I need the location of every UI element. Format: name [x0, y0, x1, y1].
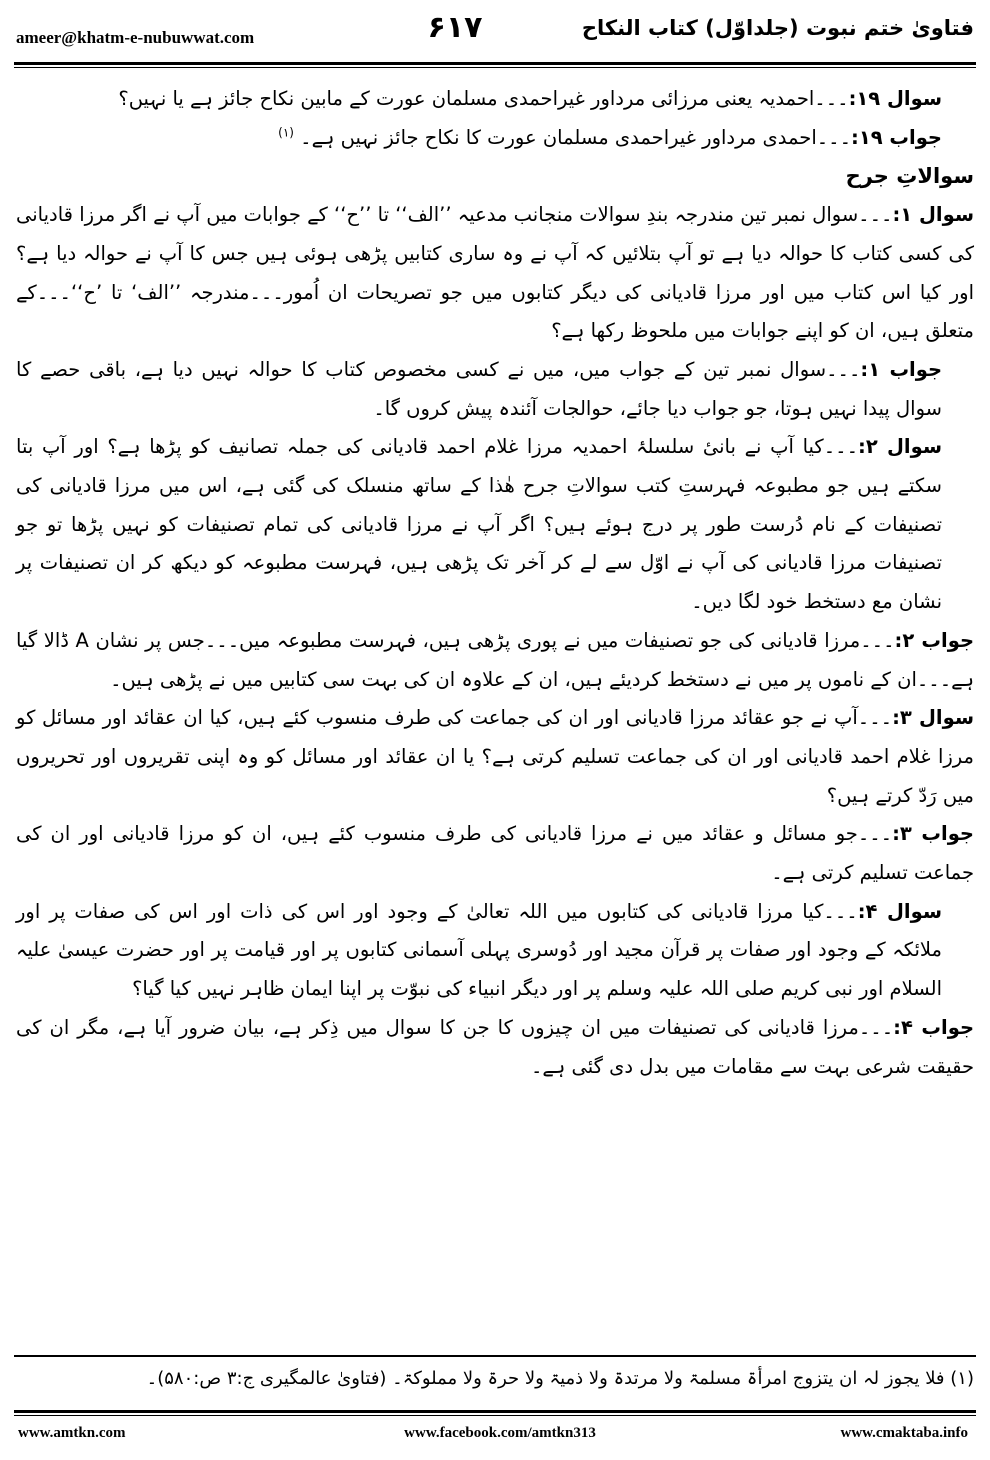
answer-text: ۔۔۔جو مسائل و عقائد میں نے مرزا قادیانی کی طرف منسوب کئے ہیں، ان کو مرزا قادیانی اور ان کی جماعت تسلیم کرتی ہے۔: [16, 822, 974, 885]
footnote-divider: [14, 1355, 976, 1357]
answer-19: [16, 119, 974, 158]
footer-link-right[interactable]: www.cmaktaba.info: [840, 1425, 968, 1441]
answer-label: جواب ۱۹:: [851, 125, 942, 149]
footer-link-center[interactable]: www.facebook.com/amtkn313: [404, 1425, 596, 1441]
answer-text: ۔۔۔احمدی مرداور غیراحمدی مسلمان عورت کا نکاح جائز نہیں ہے۔: [300, 125, 852, 149]
page-footer: [0, 1425, 990, 1449]
footer-link-left[interactable]: www.amtkn.com: [18, 1425, 126, 1441]
question-text: ۔۔۔آپ نے جو عقائد مرزا قادیانی اور ان کی جماعت کی طرف منسوب کئے ہیں، کیا ان عقائد اور مسائل کو مرزا غلام احمد قادیانی اور ان کی جماعت تسلیم کرتی ہے؟ یا ان عقائد اور مسائل کو وہ اپنی تقریروں اور تحریروں میں رَدّ کرتے ہیں؟: [16, 706, 974, 807]
answer-text: ۔۔۔سوال نمبر تین کے جواب میں، میں نے کسی مخصوص کتاب کا حوالہ نہیں دیا ہے، باقی حصے کا سوال پیدا نہیں ہوتا، جو جواب دیا جائے، حوالجات آئندہ پیش کروں گا۔: [16, 357, 942, 420]
answer-label: جواب ۳:: [892, 822, 974, 846]
question-text: ۔۔۔کیا مرزا قادیانی کی کتابوں میں اللہ تعالیٰ کے وجود اور اس کی ذات اور اس کی صفات پر اور ملائکہ کے وجود اور صفات پر قرآن مجید اور دُوسری پہلی آسمانی کتابوں پر اور قیامت پر اور حضرت عیسیٰ علیہ السلام اور نبی کریم صلی اللہ علیہ وسلم پر اور دیگر انبیاء کی نبوّت پر اپنا ایمان ظاہر نہیں کیا گیا؟: [16, 899, 942, 1001]
answer-1: [16, 351, 974, 428]
answer-label: جواب ۱:: [860, 357, 942, 381]
question-4: [16, 893, 974, 1009]
question-text: ۔۔۔سوال نمبر تین مندرجہ بندِ سوالات منجانب مدعیہ ’’الف‘‘ تا ’’ح‘‘ کے جوابات میں آپ نے اگر مرزا قادیانی کی کسی کتاب کا حوالہ دیا ہے تو آپ بتلائیں کہ آپ نے وہ ساری کتابیں پڑھی ہوئی ہیں جس کا آپ نے حوالہ دیا ہے؟ اور کیا اس کتاب میں اور مرزا قادیانی کی دیگر کتابوں میں جو تصریحات ان اُمور۔۔۔مندرجہ ’’الف‘ تا ’ح‘‘۔۔۔کے متعلق ہیں، ان کو اپنے جوابات میں ملحوظ رکھا ہے؟: [16, 203, 974, 343]
answer-2: [16, 622, 974, 699]
question-19: [16, 80, 974, 119]
question-label: سوال ۳:: [892, 706, 975, 730]
footnote-ref: (۱): [278, 125, 294, 140]
section-heading: سوالاتِ جرح: [845, 164, 974, 189]
question-1: [16, 196, 974, 351]
answer-label: جواب ۴:: [893, 1015, 974, 1039]
header-email[interactable]: ameer@khatm-e-nubuwwat.com: [16, 28, 255, 47]
page-number: ۶۱۷: [427, 10, 483, 45]
question-label: سوال ۱۹:: [848, 87, 942, 110]
question-label: سوال ۴:: [857, 899, 942, 923]
question-text: ۔۔۔کیا آپ نے بانیٔ سلسلۂ احمدیہ مرزا غلام احمد قادیانی کی جملہ تصانیف کو پڑھا ہے؟ اور آپ بتا سکتے ہیں جو مطبوعہ فہرستِ کتب سوالاتِ جرح ھٰذا کے ساتھ منسلک کی گئی ہے، اس میں مرزا قادیانی کی تصنیفات کے نام دُرست طور پر درج ہوئے ہیں؟ اگر آپ نے مرزا قادیانی کی تمام تصنیفات کو نہیں پڑھا تو جو تصنیفات مرزا قادیانی کی آپ نے اوّل سے لے کر آخر تک پڑھی ہیں، فہرست مطبوعہ کو دیکھ کر ان تصنیفات پر نشان مع دستخط خود لگا دیں۔: [16, 435, 942, 614]
question-label: سوال ۱:: [892, 203, 975, 227]
page-body: [16, 80, 974, 1086]
question-text: ۔۔۔احمدیہ یعنی مرزائی مرداور غیراحمدی مسلمان عورت کے مابین نکاح جائز ہے یا نہیں؟: [118, 87, 849, 110]
question-3: [16, 699, 974, 815]
footer-divider: [14, 1410, 976, 1416]
page-header: [0, 0, 990, 64]
answer-3: [16, 815, 974, 892]
answer-text: ۔۔۔مرزا قادیانی کی تصنیفات میں ان چیزوں کا جن کا سوال میں ذِکر ہے، بیان ضرور آیا ہے، مگر ان کی حقیقت شرعی بہت سے مقامات میں بدل دی گئی ہے۔: [16, 1015, 974, 1078]
header-divider: [14, 62, 976, 68]
answer-4: [16, 1009, 974, 1086]
answer-text: ۔۔۔مرزا قادیانی کی جو تصنیفات میں نے پوری پڑھی ہیں، فہرست مطبوعہ میں۔۔۔جس پر نشان A ڈالا گیا ہے۔۔۔ان کے ناموں پر میں نے دستخط کردیئے ہیں، ان کے علاوہ ان کی بہت سی کتابیں میں نے پڑھی ہیں۔: [16, 628, 974, 691]
question-2: [16, 428, 974, 622]
question-label: سوال ۲:: [858, 435, 943, 459]
answer-label: جواب ۲:: [894, 628, 974, 652]
footnote: (۱) فلا یجوز لہ ان یتزوج امرأۃ مسلمۃ ولا مرتدۃ ولا ذمیۃ ولا حرۃ ولا مملوکۃ۔ (فتاویٰ عالمگیری ج:۳ ص:۵۸۰)۔: [146, 1368, 974, 1389]
book-title: فتاویٰ ختم نبوت (جلداوّل) کتاب النکاح: [581, 16, 974, 40]
